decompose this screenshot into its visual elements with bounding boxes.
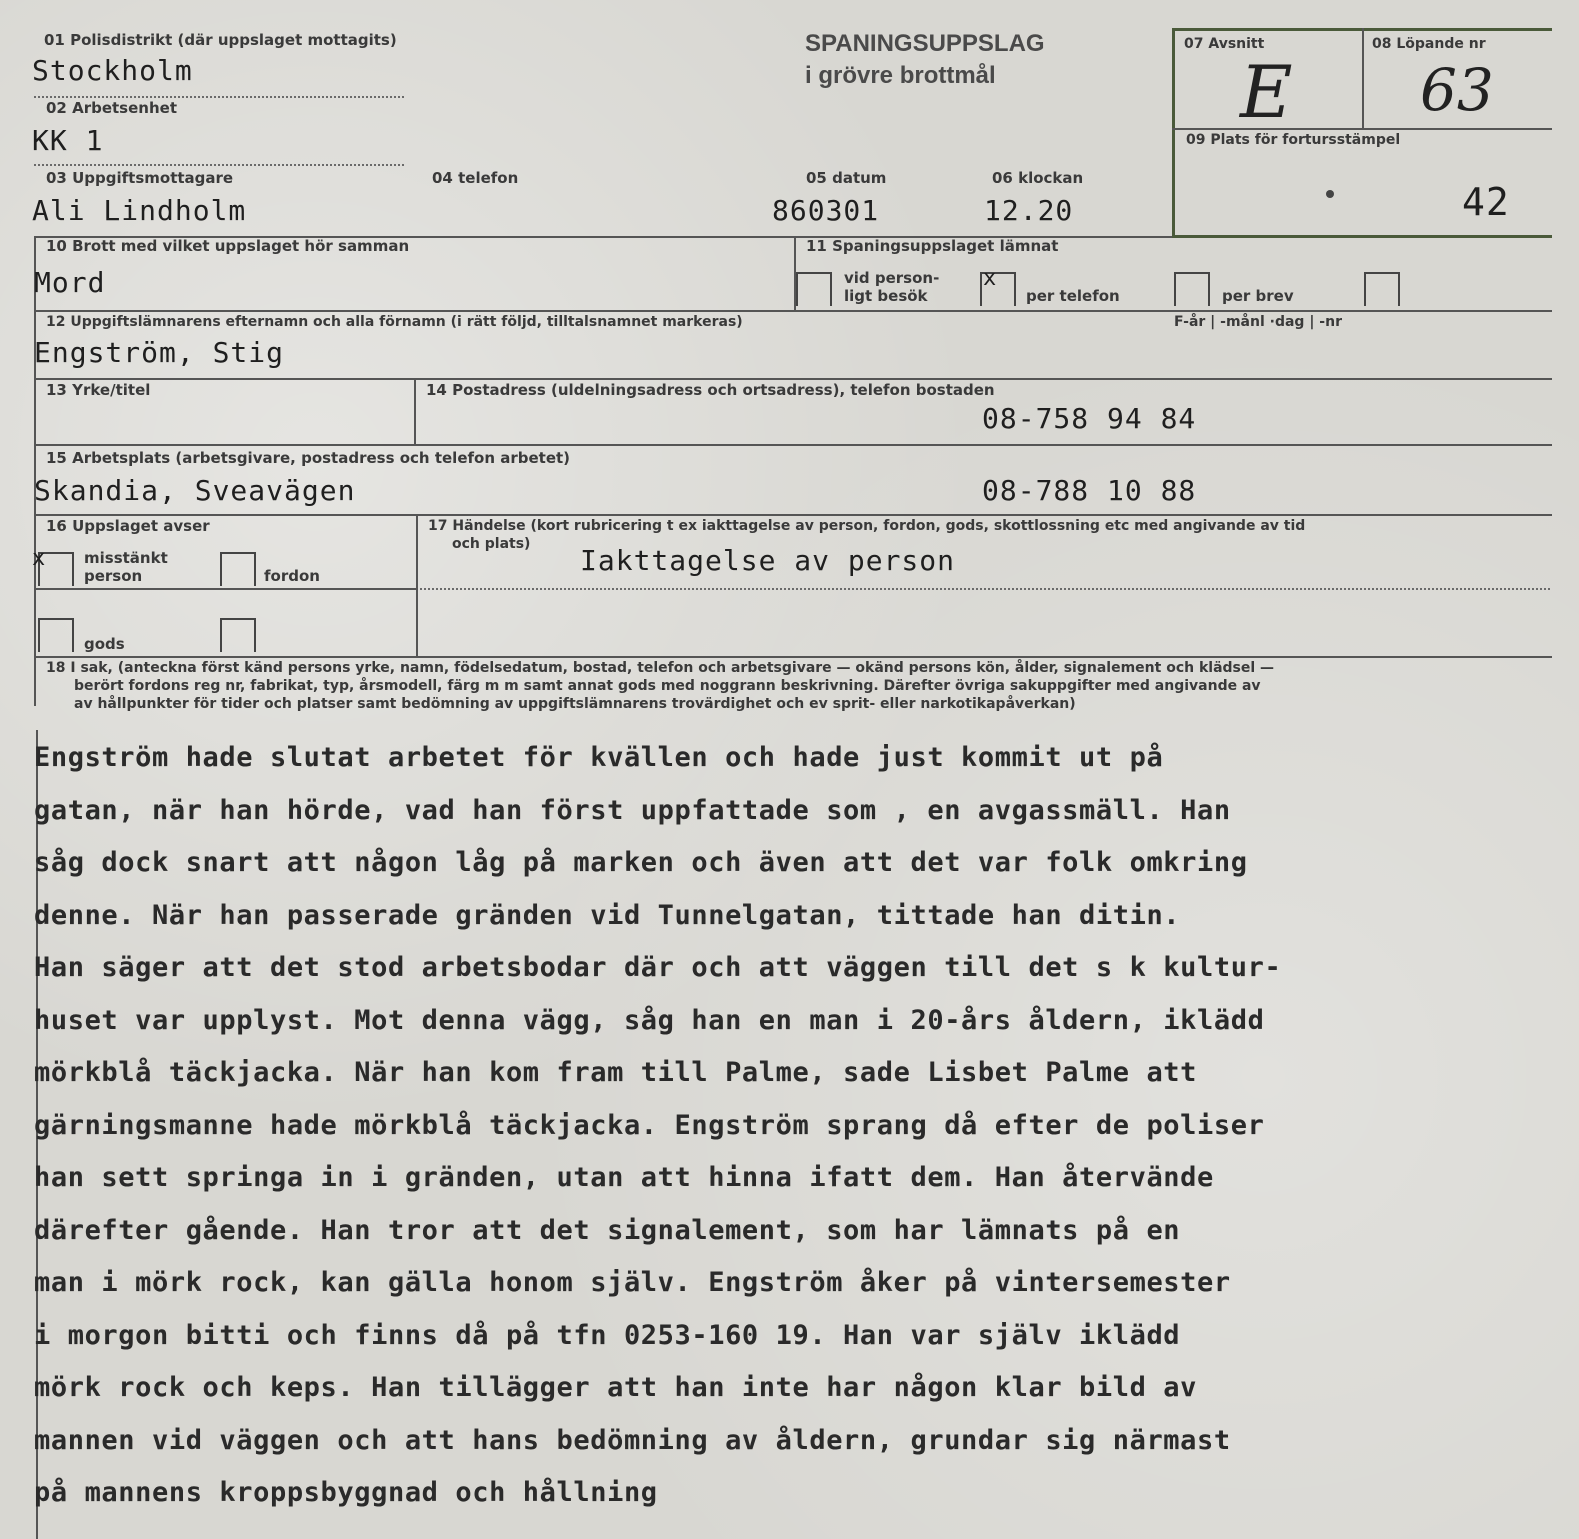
form-subtitle: i grövre brottmål — [805, 62, 996, 89]
label-handelse: 17 Händelse (kort rubricering t ex iakttagelse av person, fordon, gods, skottlossning etc med angivande av tid — [428, 518, 1306, 534]
label-date-format: F-år | -månl ·dag | -nr — [1174, 314, 1342, 330]
value-fortursstampel: 42 — [1462, 180, 1510, 224]
statement-line: man i mörk rock, kan gälla honom själv. Engström åker på vintersemester — [34, 1267, 1231, 1298]
label-i-sak-3: av hållpunkter för tider och platser samt bedömning av uppgiftslämnarens trovärdighet och ev sprit- eller narkotikapåverkan) — [74, 696, 1076, 712]
value-brott: Mord — [34, 266, 106, 299]
left-border — [34, 236, 36, 706]
row-divider — [34, 656, 1552, 658]
value-datum: 860301 — [772, 194, 880, 227]
label-uppgiftslamnare: 12 Uppgiftslämnarens efternamn och alla förnamn (i rätt följd, tilltalsnamnet markeras) — [46, 314, 743, 330]
value-klockan: 12.20 — [984, 194, 1074, 227]
statement-line: såg dock snart att någon låg på marken och även att det var folk omkring — [34, 847, 1248, 878]
label-avsnitt: 07 Avsnitt — [1184, 36, 1265, 52]
row-divider — [34, 444, 1552, 446]
label-lamnat: 11 Spaningsuppslaget lämnat — [806, 237, 1059, 255]
label-klockan: 06 klockan — [992, 169, 1084, 187]
value-telefon-bostad: 08-758 94 84 — [982, 402, 1197, 435]
label-yrke: 13 Yrke/titel — [46, 381, 151, 399]
value-uppgiftsmottagare: Ali Lindholm — [32, 194, 247, 227]
label-polisdistrikt: 01 Polisdistrikt (där uppslaget mottagits) — [44, 31, 397, 49]
column-divider — [414, 378, 416, 444]
label-i-sak-1: 18 I sak, (anteckna först känd persons yrke, namn, födelsedatum, bostad, telefon och arbetsgivare — okänd persons kön, ålder, signalement och klädsel — — [46, 660, 1275, 676]
statement-line: denne. När han passerade gränden vid Tunnelgatan, tittade han ditin. — [34, 899, 1181, 931]
checkbox-fordon[interactable] — [220, 552, 256, 586]
label-person: person — [84, 567, 143, 585]
value-arbetsenhet: KK 1 — [32, 124, 104, 157]
check-mark-telefon: x — [983, 266, 998, 291]
label-arbetsplats: 15 Arbetsplats (arbetsgivare, postadress och telefon arbetet) — [46, 449, 571, 467]
divider — [34, 164, 404, 166]
box-divider — [1362, 28, 1364, 128]
label-personligt-2: ligt besök — [844, 287, 928, 305]
column-divider — [416, 514, 418, 658]
box-divider — [1172, 128, 1552, 130]
checkbox-per-brev[interactable] — [1174, 272, 1210, 306]
value-handelse: Iakttagelse av person — [580, 544, 956, 577]
checkbox-personligt-besok[interactable] — [796, 272, 832, 306]
label-handelse-2: och plats) — [452, 536, 531, 552]
statement-line: Han säger att det stod arbetsbodar där och att väggen till det s k kultur- — [34, 952, 1282, 983]
label-telefon: 04 telefon — [432, 169, 519, 187]
row-divider — [34, 310, 1552, 312]
label-uppgiftsmottagare: 03 Uppgiftsmottagare — [46, 169, 234, 187]
box-border-left — [1172, 28, 1175, 238]
box-border-bottom — [1172, 235, 1552, 238]
label-personligt-1: vid person- — [844, 269, 940, 287]
value-telefon-arbete: 08-788 10 88 — [982, 474, 1197, 507]
label-per-brev: per brev — [1222, 287, 1294, 305]
label-lopande-nr: 08 Löpande nr — [1372, 36, 1486, 52]
label-per-telefon: per telefon — [1026, 287, 1120, 305]
statement-line: Engström hade slutat arbetet för kvällen och hade just kommit ut på — [34, 742, 1164, 773]
checkbox-extra[interactable] — [1364, 272, 1400, 306]
value-avsnitt: E — [1240, 50, 1293, 134]
statement-line: mannen vid väggen och att hans bedömning av åldern, grundar sig närmast — [34, 1424, 1231, 1456]
statement-line: i morgon bitti och finns då på tfn 0253-160 19. Han var själv iklädd — [34, 1319, 1181, 1351]
statement-line: mörk rock och keps. Han tillägger att han inte har någon klar bild av — [34, 1372, 1198, 1403]
statement-line: mörkblå täckjacka. När han kom fram till Palme, sade Lisbet Palme att — [34, 1057, 1198, 1088]
label-brott: 10 Brott med vilket uppslaget hör samman — [46, 237, 410, 255]
value-lopande-nr: 63 — [1420, 56, 1494, 124]
stamp-dot — [1326, 190, 1334, 198]
label-uppslaget-avser: 16 Uppslaget avser — [46, 517, 210, 535]
statement-line: därefter gående. Han tror att det signalement, som har lämnats på en — [34, 1214, 1181, 1246]
row-divider — [34, 588, 416, 590]
label-fordon: fordon — [264, 567, 320, 585]
value-arbetsplats: Skandia, Sveavägen — [34, 474, 356, 507]
divider — [34, 96, 404, 98]
value-polisdistrikt: Stockholm — [32, 54, 193, 87]
row-divider — [34, 514, 1552, 516]
label-i-sak-2: berört fordons reg nr, fabrikat, typ, årsmodell, färg m m samt annat gods med noggrann beskrivning. Därefter övriga sakuppgifter med angivande av — [74, 678, 1261, 694]
checkbox-extra-2[interactable] — [220, 618, 256, 652]
statement-line: gatan, när han hörde, vad han först uppfattade som , en avgassmäll. Han — [34, 794, 1231, 826]
divider — [420, 588, 1550, 590]
label-datum: 05 datum — [806, 169, 887, 187]
check-mark-person: x — [32, 546, 47, 571]
statement-line: huset var upplyst. Mot denna vägg, såg han en man i 20-års åldern, iklädd — [34, 1004, 1265, 1036]
value-uppgiftslamnare: Engström, Stig — [34, 336, 285, 369]
row-divider — [34, 378, 1552, 380]
statement-line: han sett springa in i gränden, utan att hinna ifatt dem. Han återvände — [34, 1162, 1214, 1193]
label-misstankt: misstänkt — [84, 549, 168, 567]
typed-statement — [34, 732, 1534, 1520]
label-postadress: 14 Postadress (uldelningsadress och ortsadress), telefon bostaden — [426, 381, 995, 399]
checkbox-gods[interactable] — [38, 618, 74, 652]
statement-line: på mannens kroppsbyggnad och hållning — [34, 1477, 658, 1508]
statement-line: gärningsmanne hade mörkblå täckjacka. Engström sprang då efter de poliser — [34, 1109, 1265, 1141]
label-fortursstampel: 09 Plats för fortursstämpel — [1186, 132, 1401, 148]
form-title: SPANINGSUPPSLAG — [805, 30, 1045, 57]
label-arbetsenhet: 02 Arbetsenhet — [46, 99, 177, 117]
label-gods: gods — [84, 635, 125, 653]
